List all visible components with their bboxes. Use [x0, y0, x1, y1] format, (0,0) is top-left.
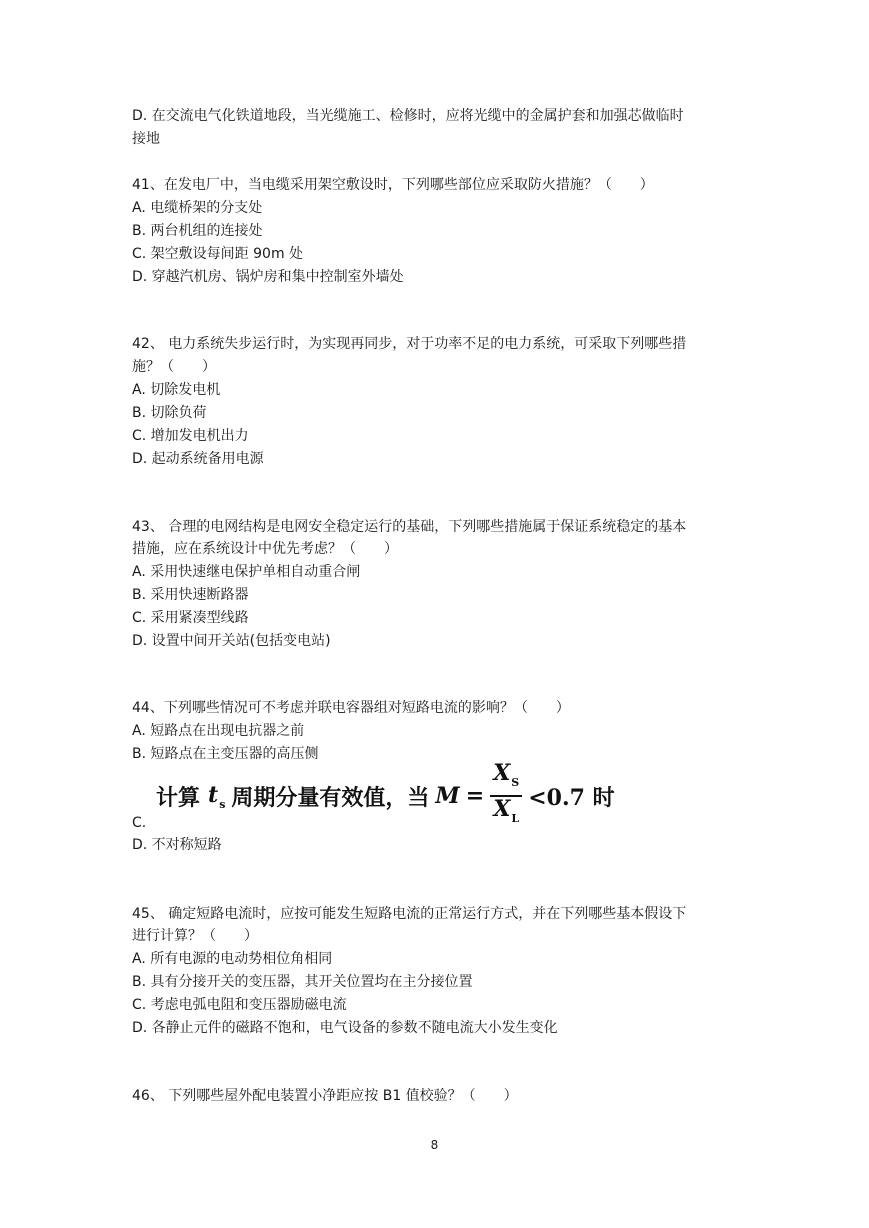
option-b: B. 具有分接开关的变压器，其开关位置均在主分接位置 — [132, 974, 473, 990]
question-43: 43、 合理的电网结构是电网安全稳定运行的基础，下列哪些措施属于保证系统稳定的基本 — [132, 519, 687, 535]
option-d: D. 穿越汽机房、锅炉房和集中控制室外墙处 — [132, 269, 404, 285]
question-45: 45、 确定短路电流时，应按可能发生短路电流的正常运行方式，并在下列哪些基本假设下 — [132, 906, 687, 922]
option-c: C. 架空敷设每间距 90m 处 — [132, 246, 304, 262]
option-c: C. 考虑电弧电阻和变压器励磁电流 — [132, 997, 347, 1013]
formula-mid: 周期分量有效值，当 — [231, 784, 430, 811]
option-a: A. 采用快速继电保护单相自动重合闸 — [132, 564, 361, 580]
option-b: B. 采用快速断路器 — [132, 587, 249, 603]
text-line: 施？（ ） — [132, 359, 216, 375]
option-a: A. 电缆桥架的分支处 — [132, 200, 263, 216]
formula-t: $t_s$ — [208, 781, 226, 811]
question-44: 44、下列哪些情况可不考虑并联电容器组对短路电流的影响？（ ） — [132, 700, 570, 716]
page-number: 8 — [430, 1138, 439, 1152]
option-d: D. 设置中间开关站(包括变电站) — [132, 633, 331, 649]
formula-fraction — [490, 761, 522, 831]
formula-m: M — [435, 783, 460, 809]
text-line: 接地 — [132, 131, 160, 147]
formula-denominator: $X_L$ — [493, 796, 520, 825]
text-line: 措施，应在系统设计中优先考虑？（ ） — [132, 541, 398, 557]
option-d: D. 起动系统备用电源 — [132, 451, 264, 467]
text-line: 进行计算？（ ） — [132, 928, 258, 944]
option-d: D. 不对称短路 — [132, 837, 222, 853]
option-d: D. 各静止元件的磁路不饱和，电气设备的参数不随电流大小发生变化 — [132, 1020, 558, 1036]
text-line: D. 在交流电气化铁道地段，当光缆施工、检修时，应将光缆中的金属护套和加强芯做临时 — [132, 108, 684, 124]
option-a: A. 短路点在出现电抗器之前 — [132, 723, 305, 739]
question-46: 46、 下列哪些屋外配电装置小净距应按 B1 值校验？（ ） — [132, 1088, 518, 1104]
option-a: A. 所有电源的电动势相位角相同 — [132, 951, 333, 967]
option-b: B. 两台机组的连接处 — [132, 223, 263, 239]
formula-prefix: 计算 — [156, 784, 201, 811]
option-b: B. 短路点在主变压器的高压侧 — [132, 746, 319, 762]
option-b: B. 切除负荷 — [132, 405, 207, 421]
option-c: C. — [132, 815, 147, 831]
formula-image — [156, 760, 615, 825]
question-42: 42、 电力系统失步运行时，为实现再同步，对于功率不足的电力系统，可采取下列哪些措 — [132, 336, 687, 352]
formula-eq: = — [465, 783, 485, 809]
option-c: C. 增加发电机出力 — [132, 428, 249, 444]
question-41: 41、在发电厂中，当电缆采用架空敷设时，下列哪些部位应采取防火措施？（ ） — [132, 177, 654, 193]
option-c: C. 采用紧凑型线路 — [132, 610, 249, 626]
option-a: A. 切除发电机 — [132, 382, 221, 398]
formula-numerator: $X_S$ — [490, 761, 522, 797]
formula-suffix: <0.7 时 — [528, 784, 615, 811]
